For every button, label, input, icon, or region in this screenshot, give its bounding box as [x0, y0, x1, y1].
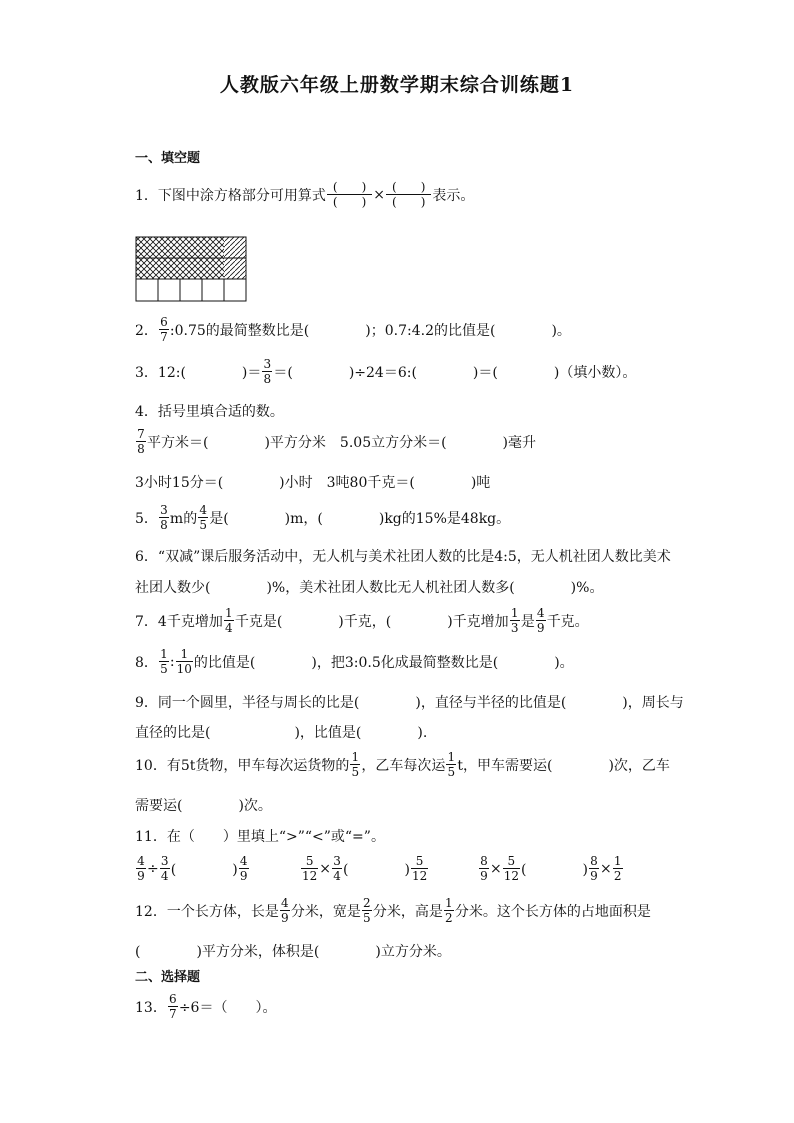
- question-text: 直径的比是( )，比值是( ).: [135, 725, 428, 741]
- fraction: [503, 855, 520, 882]
- answer-blank[interactable]: ( ): [170, 861, 238, 878]
- question-6-line-2: [135, 577, 603, 597]
- fraction-numerator: 3: [333, 854, 341, 868]
- fraction-denominator: 9: [590, 869, 598, 883]
- fraction-denominator: 4: [225, 621, 233, 635]
- operator: ÷: [147, 860, 159, 877]
- question-text: 社团人数少( )%，美术社团人数比无人机社团人数多( )%。: [135, 580, 604, 596]
- fraction: [362, 897, 372, 924]
- question-text: 是: [520, 613, 535, 630]
- fraction-numerator: 5: [415, 854, 424, 868]
- fraction-numerator: 4: [281, 896, 289, 910]
- fraction-denominator: 5: [363, 911, 371, 925]
- fraction: [411, 855, 428, 882]
- fraction-denominator: ( ): [327, 194, 372, 209]
- fraction-numerator: 7: [137, 427, 145, 441]
- question-number: 8．: [135, 654, 158, 671]
- operator: ×: [599, 860, 612, 877]
- blank-fraction[interactable]: [386, 180, 431, 209]
- question-text: 分米，宽是: [290, 903, 361, 920]
- fraction-numerator: 5: [305, 854, 314, 868]
- page-title: 人教版六年级上册数学期末综合训练题1: [219, 74, 575, 96]
- comparison-3: [478, 855, 624, 882]
- question-text: 千克。: [546, 613, 589, 630]
- fraction-denominator: 9: [239, 869, 248, 883]
- fraction: [136, 428, 146, 455]
- fraction-numerator: ( ): [332, 180, 367, 194]
- fraction: [332, 855, 342, 882]
- fraction: [446, 751, 456, 778]
- fraction-denominator: 8: [160, 518, 168, 532]
- section-heading-fill: 一、填空题: [135, 151, 201, 166]
- question-text: 7．4千克增加: [135, 613, 223, 630]
- question-7: [135, 607, 589, 634]
- fraction: [239, 855, 249, 882]
- fraction-numerator: 5: [507, 854, 516, 868]
- section-heading-choice: 二、选择题: [135, 970, 201, 985]
- question-text: 9．同一个圆里，半径与周长的比是( )，直径与半径的比值是( )，周长与: [135, 695, 684, 711]
- question-text: :0.75的最简整数比是( )；0.7:4.2的比值是( )。: [169, 322, 571, 339]
- question-text: 4．括号里填合适的数。: [135, 404, 284, 420]
- fraction: [350, 751, 360, 778]
- fraction-numerator: 1: [180, 647, 189, 661]
- question-number: 5．: [135, 510, 158, 527]
- question-12-line-1: [135, 897, 651, 924]
- fraction-denominator: 12: [503, 869, 520, 883]
- question-11-heading: [135, 826, 385, 846]
- question-number: 13．: [135, 999, 167, 1016]
- fraction: [301, 855, 318, 882]
- fraction-numerator: 3: [160, 503, 168, 517]
- question-text: 是( )m，( )kg的15%是48kg。: [209, 510, 511, 527]
- question-text: 12．一个长方体，长是: [135, 903, 279, 920]
- fraction: [479, 855, 489, 882]
- fraction-numerator: 1: [160, 647, 168, 661]
- question-text: 表示。: [432, 187, 475, 204]
- fraction: [159, 316, 169, 343]
- shaded-grid-figure: [135, 236, 247, 302]
- fraction-denominator: 12: [411, 869, 428, 883]
- fraction-numerator: 1: [447, 750, 456, 764]
- fraction-denominator: 10: [176, 662, 192, 676]
- fraction: [224, 607, 234, 634]
- fraction: [168, 993, 178, 1020]
- operator: ×: [490, 860, 502, 877]
- question-12-line-2: [135, 941, 451, 961]
- comparison-2: [300, 855, 429, 882]
- fraction: [262, 358, 272, 385]
- question-9-line-2: [135, 722, 427, 742]
- question-text: ( )平方分米，体积是( )立方分米。: [135, 944, 451, 960]
- fraction-denominator: 5: [199, 518, 208, 532]
- fraction: [536, 607, 546, 634]
- question-4-line-2: [135, 472, 490, 492]
- question-text: ＝( )÷24＝6:( )＝( )（填小数）。: [273, 364, 637, 381]
- fraction: [280, 897, 290, 924]
- fraction: [510, 607, 520, 634]
- question-5: [135, 504, 510, 531]
- fraction-denominator: 3: [510, 621, 519, 635]
- fraction-denominator: 8: [263, 372, 272, 386]
- question-text: 3小时15分＝( )小时 3吨80千克＝( )吨: [135, 475, 491, 491]
- question-text: 3．12:( )＝: [135, 364, 262, 381]
- answer-blank[interactable]: ( ): [343, 861, 410, 878]
- question-text: ÷6＝（ ）。: [178, 999, 277, 1016]
- fraction-numerator: 4: [536, 606, 545, 620]
- fraction-numerator: 8: [590, 854, 598, 868]
- fraction-numerator: 1: [351, 750, 360, 764]
- answer-blank[interactable]: ( ): [521, 861, 588, 878]
- question-text: 分米。这个长方体的占地面积是: [454, 903, 651, 920]
- fraction-numerator: 1: [613, 854, 622, 868]
- fraction: [589, 855, 599, 882]
- fraction-numerator: 1: [225, 606, 233, 620]
- fraction-numerator: 4: [239, 854, 248, 868]
- comparison-1: [135, 855, 250, 882]
- fraction-denominator: 9: [480, 869, 488, 883]
- ratio-colon: :: [169, 653, 175, 670]
- fraction-numerator: 6: [160, 315, 168, 329]
- fraction-denominator: 9: [137, 869, 145, 883]
- question-text: 6．“双减”课后服务活动中，无人机与美术社团人数的比是4:5，无人机社团人数比美术: [135, 549, 671, 565]
- question-text: 10．有5t货物，甲车每次运货物的: [135, 757, 350, 774]
- fraction: [159, 504, 169, 531]
- fraction-denominator: 8: [137, 442, 145, 456]
- question-number: 2．: [135, 322, 158, 339]
- operator: ×: [319, 860, 332, 877]
- fraction-denominator: 4: [333, 869, 341, 883]
- fraction-numerator: 8: [480, 854, 488, 868]
- fraction-denominator: 2: [613, 869, 622, 883]
- question-text: 需要运( )次。: [135, 798, 272, 814]
- question-text: 分米，高是: [372, 903, 443, 920]
- fraction: [444, 897, 454, 924]
- question-text: m的: [169, 510, 198, 527]
- fraction-denominator: 9: [281, 911, 289, 925]
- fraction-denominator: 2: [445, 911, 453, 925]
- fraction: [160, 855, 170, 882]
- question-10-line-1: [135, 751, 670, 778]
- fraction: [176, 648, 193, 675]
- fraction-numerator: 1: [510, 606, 519, 620]
- fraction-numerator: ( ): [392, 180, 426, 194]
- question-4-line-1: [135, 428, 536, 455]
- question-text: 的比值是( )，把3:0.5化成最简整数比是( )。: [193, 654, 574, 671]
- fraction-denominator: 7: [160, 330, 168, 344]
- fraction: [136, 855, 146, 882]
- times-sign: ×: [373, 186, 386, 203]
- fraction-numerator: 4: [199, 503, 208, 517]
- fraction-denominator: 9: [536, 621, 545, 635]
- fraction: [159, 648, 169, 675]
- fraction-denominator: 5: [351, 765, 360, 779]
- fraction-denominator: 4: [160, 869, 169, 883]
- question-text: 11．在（ ）里填上“>”“<”或“=”。: [135, 829, 385, 845]
- question-9-line-1: [135, 692, 684, 712]
- question-4-heading: [135, 401, 284, 421]
- fraction-denominator: 7: [169, 1007, 177, 1021]
- fraction: [198, 504, 208, 531]
- fraction-numerator: 3: [263, 357, 272, 371]
- question-6-line-1: [135, 546, 671, 566]
- question-8: [135, 648, 574, 675]
- fraction-numerator: 2: [363, 896, 371, 910]
- fraction-numerator: 6: [169, 992, 177, 1006]
- fraction-numerator: 3: [160, 854, 169, 868]
- question-2: [135, 316, 571, 343]
- fraction-denominator: 12: [302, 869, 318, 883]
- fraction-numerator: 1: [445, 896, 453, 910]
- blank-fraction[interactable]: [327, 180, 372, 209]
- fraction-denominator: ( ): [386, 194, 431, 209]
- question-1: [135, 180, 474, 209]
- fraction-denominator: 5: [447, 765, 456, 779]
- question-text: 1．下图中涂方格部分可用算式: [135, 187, 326, 204]
- question-13: [135, 993, 276, 1020]
- question-text: t，甲车需要运( )次，乙车: [457, 757, 670, 774]
- fraction: [613, 855, 623, 882]
- question-10-line-2: [135, 795, 272, 815]
- question-text: 平方米＝( )平方分米 5.05立方分米＝( )毫升: [147, 434, 537, 451]
- fraction-numerator: 4: [137, 854, 145, 868]
- question-text: ，乙车每次运: [361, 757, 446, 774]
- question-3: [135, 358, 636, 385]
- question-text: 千克是( )千克，( )千克增加: [234, 613, 509, 630]
- fraction-denominator: 5: [160, 662, 168, 676]
